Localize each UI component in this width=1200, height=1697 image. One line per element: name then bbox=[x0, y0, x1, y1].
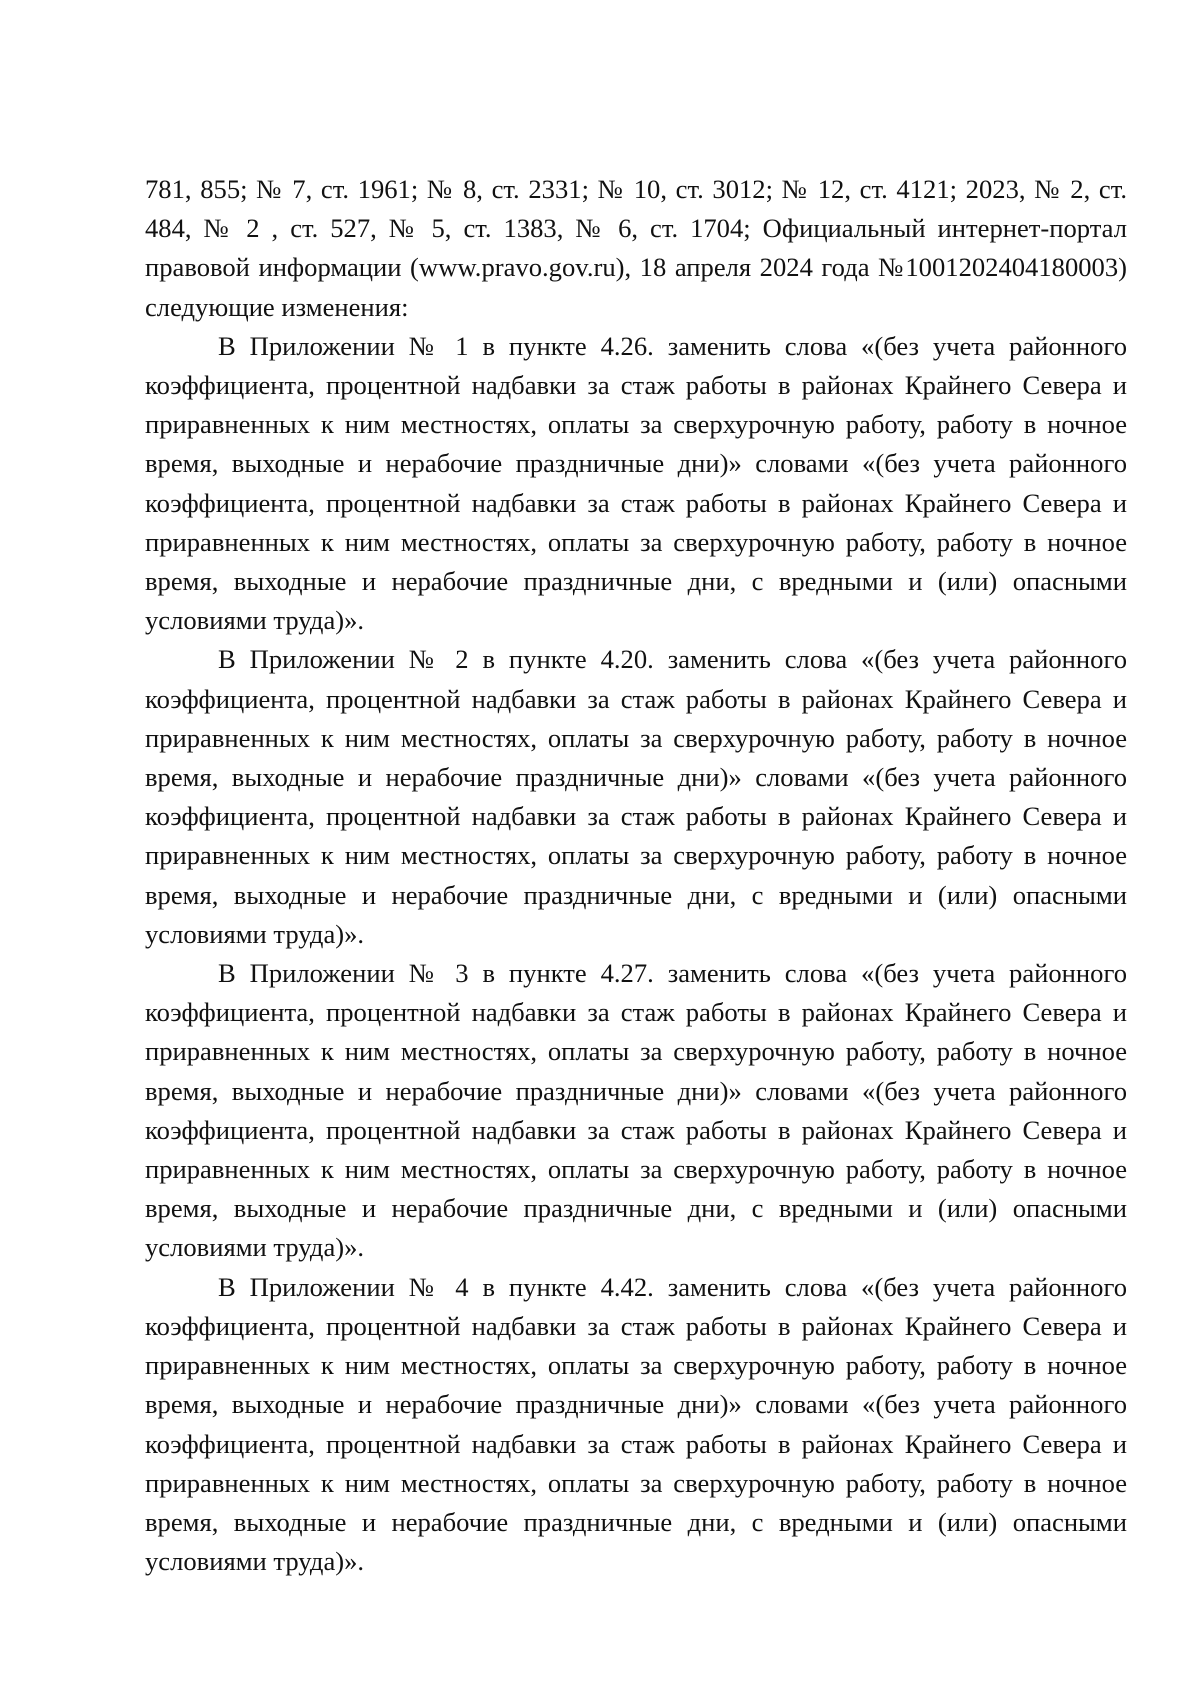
amendment-paragraph-2: В Приложении № 2 в пункте 4.20. заменить слова «(без учета районного коэффициента, процентной надбавки за стаж работы в районах Крайнего Севера и приравненных к ним местностях, оплаты за сверхурочную работу, работу в ночное время, выходные и нерабочие праздничные дни)» словами «(без учета районного коэффициента, процентной надбавки за стаж работы в районах Крайнего Севера и приравненных к ним местностях, оплаты за сверхурочную работу, работу в ночное время, выходные и нерабочие праздничные дни, с вредными и (или) опасными условиями труда)». bbox=[145, 644, 1127, 949]
amendment-paragraph-3: В Приложении № 3 в пункте 4.27. заменить слова «(без учета районного коэффициента, процентной надбавки за стаж работы в районах Крайнего Севера и приравненных к ним местностях, оплаты за сверхурочную работу, работу в ночное время, выходные и нерабочие праздничные дни)» словами «(без учета районного коэффициента, процентной надбавки за стаж работы в районах Крайнего Севера и приравненных к ним местностях, оплаты за сверхурочную работу, работу в ночное время, выходные и нерабочие праздничные дни, с вредными и (или) опасными условиями труда)». bbox=[145, 958, 1127, 1263]
amendment-paragraph-1: В Приложении № 1 в пункте 4.26. заменить слова «(без учета районного коэффициента, процентной надбавки за стаж работы в районах Крайнего Севера и приравненных к ним местностях, оплаты за сверхурочную работу, работу в ночное время, выходные и нерабочие праздничные дни)» словами «(без учета районного коэффициента, процентной надбавки за стаж работы в районах Крайнего Севера и приравненных к ним местностях, оплаты за сверхурочную работу, работу в ночное время, выходные и нерабочие праздничные дни, с вредными и (или) опасными условиями труда)». bbox=[145, 330, 1127, 636]
continuation-paragraph: 781, 855; № 7, ст. 1961; № 8, ст. 2331; № 10, ст. 3012; № 12, ст. 4121; 2023, № 2, ст. 484, № 2 , ст. 527, № 5, ст. 1383, № 6, ст. 1704; Официальный интернет-портал правовой информации (www.pravo.gov.ru), 18 апреля 2024 года №1001202404180003) следующие изменения: bbox=[145, 174, 1127, 322]
amendment-paragraph-4: В Приложении № 4 в пункте 4.42. заменить слова «(без учета районного коэффициента, процентной надбавки за стаж работы в районах Крайнего Севера и приравненных к ним местностях, оплаты за сверхурочную работу, работу в ночное время, выходные и нерабочие праздничные дни)» словами «(без учета районного коэффициента, процентной надбавки за стаж работы в районах Крайнего Севера и приравненных к ним местностях, оплаты за сверхурочную работу, работу в ночное время, выходные и нерабочие праздничные дни, с вредными и (или) опасными условиями труда)». bbox=[145, 1271, 1127, 1577]
document-body bbox=[145, 170, 1127, 1581]
